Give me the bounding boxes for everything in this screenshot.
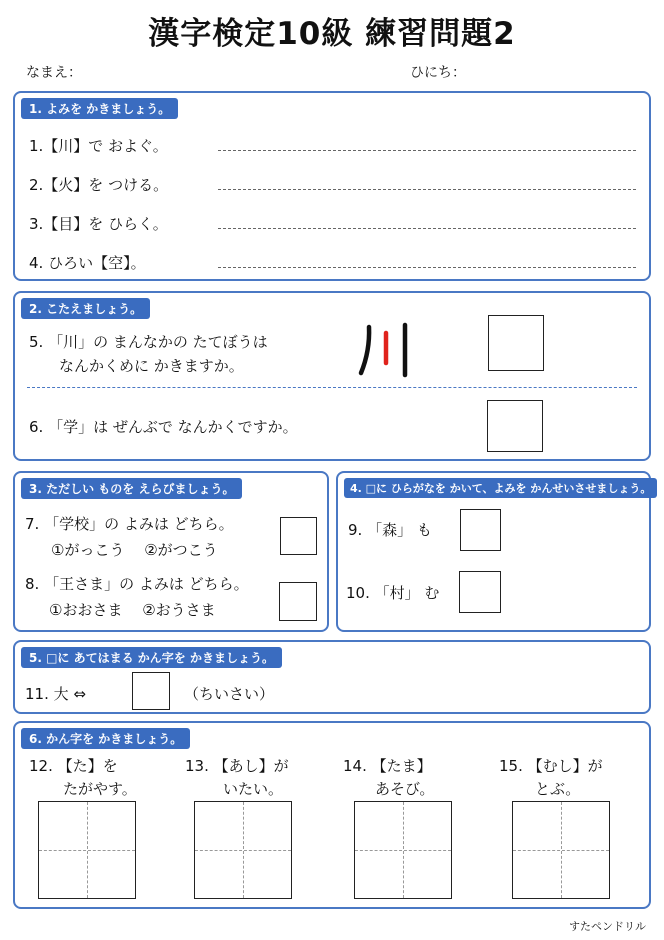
question-12-line-1: 12. 【た】を: [29, 757, 118, 775]
writing-grid-14[interactable]: [354, 801, 452, 899]
question-8-options: ①おおさま ②おうさま: [49, 601, 216, 619]
question-8: 8. 「王さま」の よみは どちら。: [25, 575, 249, 593]
section-1-label: 1. よみを かきましょう。: [21, 98, 178, 119]
question-5-line-2: なんかくめに かきますか。: [59, 357, 244, 375]
question-15-line-1: 15. 【むし】が: [499, 757, 603, 775]
question-12-line-2: たがやす。: [63, 780, 137, 798]
section-2-divider: [27, 387, 637, 388]
section-3-label: 3. ただしい ものを えらびましょう。: [21, 478, 242, 499]
answer-box-9[interactable]: [460, 509, 501, 551]
section-2-label: 2. こたえましょう。: [21, 298, 150, 319]
question-1: 1.【川】で およぐ。: [29, 137, 168, 155]
writing-grid-12[interactable]: [38, 801, 136, 899]
footer-brand: すたペンドリル: [569, 920, 646, 933]
answer-line-3[interactable]: [218, 228, 636, 229]
section-4-label: 4. □に ひらがなを かいて、よみを かんせいさせましょう。: [344, 478, 657, 498]
page-title: 漢字検定10級 練習問題2: [148, 16, 516, 52]
answer-line-1[interactable]: [218, 150, 636, 151]
kanji-kawa-stroke-diagram: [355, 321, 417, 379]
question-4: 4. ひろい【空】。: [29, 254, 146, 272]
question-7-options: ①がっこう ②がつこう: [51, 541, 218, 559]
answer-line-2[interactable]: [218, 189, 636, 190]
writing-grid-15[interactable]: [512, 801, 610, 899]
question-10: 10. 「村」 む: [346, 584, 440, 602]
question-5-line-1: 5. 「川」の まんなかの たてぼうは: [29, 333, 268, 351]
question-9: 9. 「森」 も: [348, 521, 432, 539]
answer-box-7[interactable]: [280, 517, 317, 555]
answer-box-6[interactable]: [487, 400, 543, 452]
question-13-line-2: いたい。: [223, 780, 284, 798]
date-label: ひにち：: [410, 65, 466, 81]
question-3: 3.【目】を ひらく。: [29, 215, 168, 233]
answer-box-8[interactable]: [279, 582, 317, 621]
question-11-hint: （ちいさい）: [184, 685, 275, 703]
answer-box-10[interactable]: [459, 571, 501, 613]
question-15-line-2: とぶ。: [535, 780, 581, 798]
question-11: 11. 大 ⇔: [25, 685, 86, 703]
section-2: [13, 291, 651, 461]
question-7: 7. 「学校」の よみは どちら。: [25, 515, 234, 533]
section-5-label: 5. □に あてはまる かん字を かきましょう。: [21, 647, 282, 668]
section-5: [13, 640, 651, 714]
section-6-label: 6. かん字を かきましょう。: [21, 728, 190, 749]
answer-box-5[interactable]: [488, 315, 544, 371]
section-3: [13, 471, 329, 632]
writing-grid-13[interactable]: [194, 801, 292, 899]
section-1: [13, 91, 651, 281]
section-4: [336, 471, 651, 632]
question-14-line-1: 14. 【たま】: [343, 757, 432, 775]
question-14-line-2: あそび。: [375, 780, 435, 798]
answer-box-11[interactable]: [132, 672, 170, 710]
question-6: 6. 「学」は ぜんぶで なんかくですか。: [29, 418, 298, 436]
name-label: なまえ：: [26, 65, 82, 81]
section-6: [13, 721, 651, 909]
answer-line-4[interactable]: [218, 267, 636, 268]
question-13-line-1: 13. 【あし】が: [185, 757, 289, 775]
question-2: 2.【火】を つける。: [29, 176, 169, 194]
